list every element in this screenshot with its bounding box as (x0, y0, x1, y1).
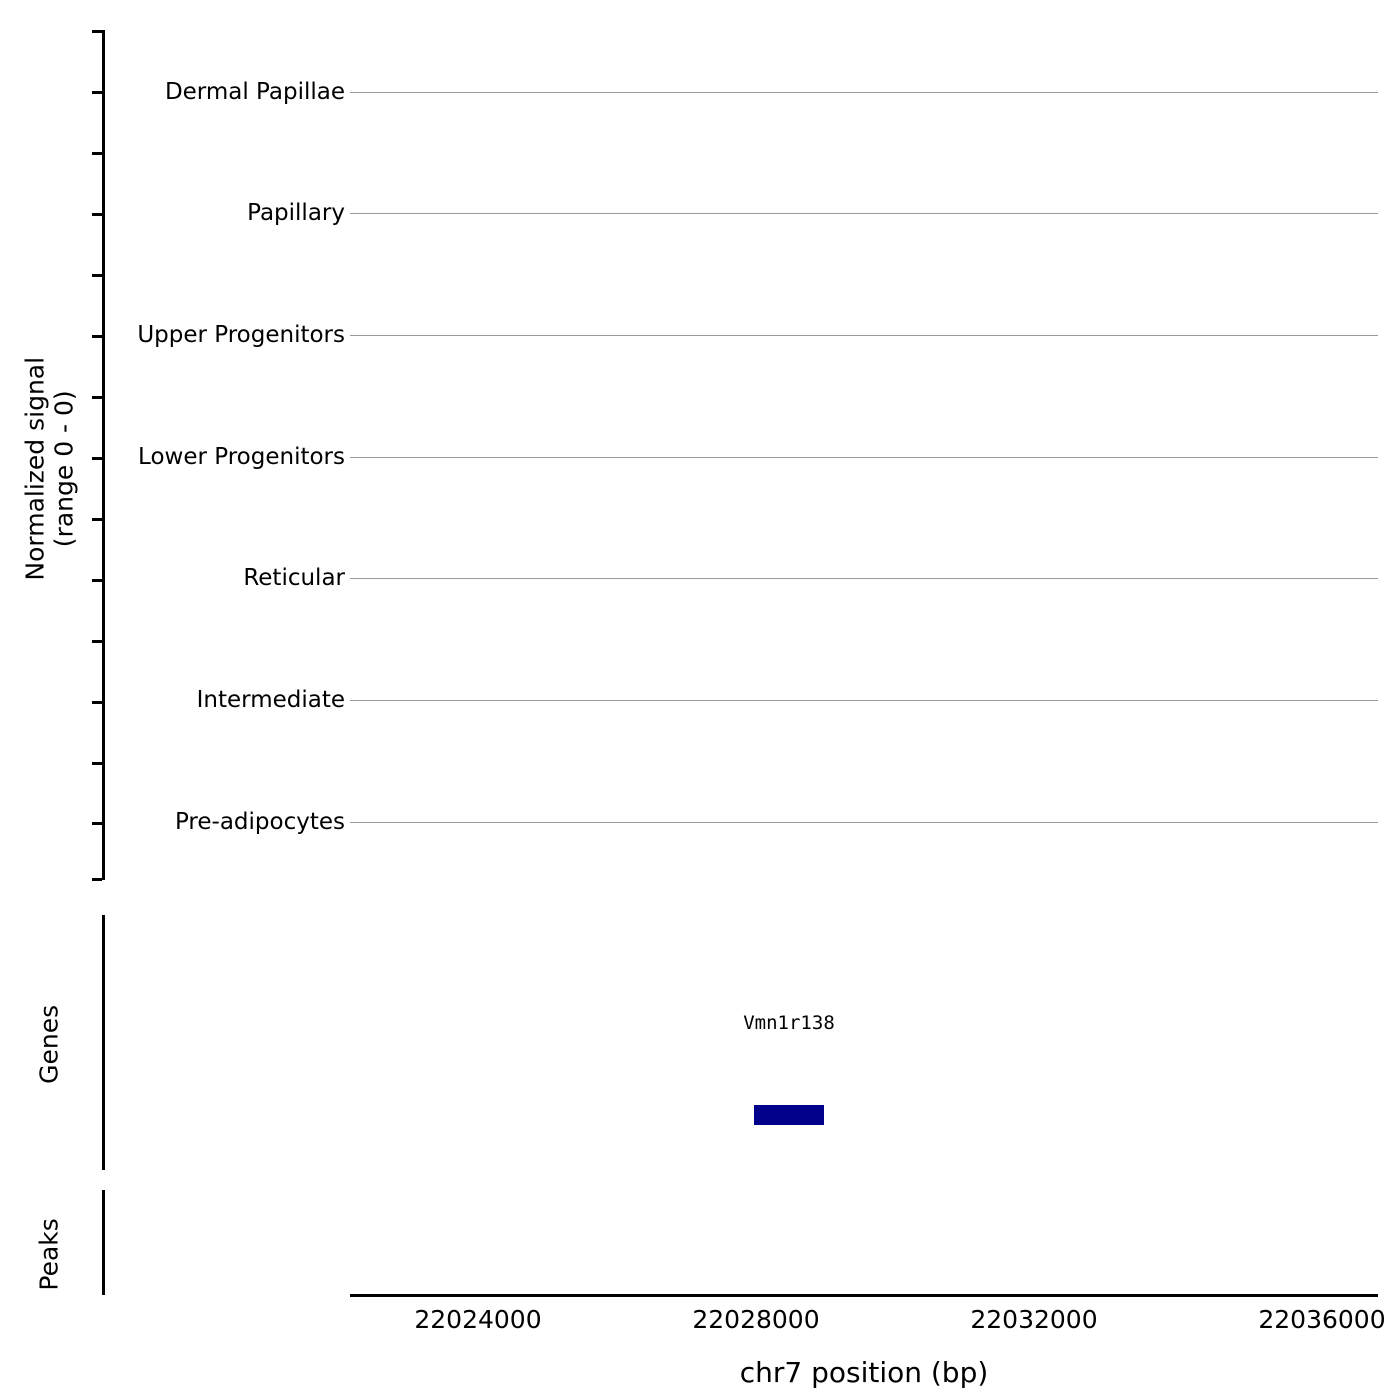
signal-axis-label-line1: Normalized signal (20, 356, 50, 581)
gene-feature-vmn1r138[interactable] (754, 1105, 824, 1125)
signal-ytick (92, 640, 102, 643)
track-label-lower-progenitors: Lower Progenitors (138, 444, 345, 470)
x-tick-label: 22028000 (692, 1305, 820, 1334)
x-axis-line (350, 1294, 1378, 1297)
track-baseline (350, 335, 1378, 336)
signal-ytick (92, 335, 102, 338)
track-baseline (350, 92, 1378, 93)
signal-ytick (92, 396, 102, 399)
genes-axis-label: Genes (34, 1004, 64, 1084)
track-label-reticular: Reticular (243, 565, 345, 591)
signal-ytick (92, 518, 102, 521)
signal-axis-label-line2: (range 0 - 0) (49, 390, 78, 548)
signal-ytick (92, 91, 102, 94)
track-label-papillary: Papillary (247, 200, 345, 226)
track-label-dermal-papillae: Dermal Papillae (164, 79, 345, 105)
signal-ytick (92, 878, 102, 881)
x-tick-label: 22036000 (1258, 1305, 1386, 1334)
signal-ytick (92, 213, 102, 216)
genes-panel-left-spine (102, 915, 105, 1170)
signal-ytick (92, 822, 102, 825)
signal-ytick (92, 457, 102, 460)
signal-ytick (92, 152, 102, 155)
signal-ytick (92, 579, 102, 582)
peaks-axis-label: Peaks (34, 1218, 64, 1291)
track-baseline (350, 578, 1378, 579)
track-baseline (350, 700, 1378, 701)
signal-ytick (92, 701, 102, 704)
x-tick-label: 22032000 (970, 1305, 1098, 1334)
track-label-upper-progenitors: Upper Progenitors (137, 322, 345, 348)
track-baseline (350, 457, 1378, 458)
signal-axis-label (21, 304, 79, 634)
track-baseline (350, 213, 1378, 214)
track-label-intermediate: Intermediate (196, 687, 345, 713)
x-axis-title: chr7 position (bp) (739, 1356, 989, 1389)
track-label-pre-adipocytes: Pre-adipocytes (174, 809, 345, 835)
signal-panel-left-spine (102, 30, 105, 880)
gene-label-vmn1r138: Vmn1r138 (743, 1012, 835, 1034)
signal-ytick (92, 30, 102, 33)
signal-ytick (92, 762, 102, 765)
peaks-panel-left-spine (102, 1190, 105, 1295)
track-baseline (350, 822, 1378, 823)
signal-ytick (92, 274, 102, 277)
x-tick-label: 22024000 (414, 1305, 542, 1334)
